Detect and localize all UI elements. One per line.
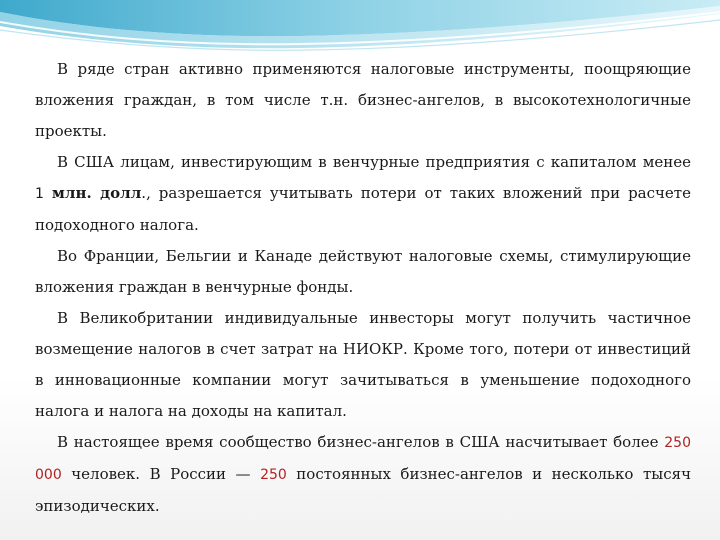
paragraph-4 bbox=[35, 303, 691, 427]
paragraph-3-text: Во Франции, Бельгии и Канаде действуют налоговые схемы, стимулирующие вложения граждан в венчурные фонды. bbox=[35, 247, 691, 296]
paragraph-5-number-russia: 250 bbox=[260, 467, 287, 483]
paragraph-1 bbox=[35, 54, 691, 147]
paragraph-3 bbox=[35, 241, 691, 303]
paragraph-5-number-usa: 250 000 bbox=[35, 435, 691, 483]
paragraph-2-text-a: В США лицам, инвестирующим в венчурные предприятия с капиталом менее bbox=[57, 153, 691, 171]
paragraph-2 bbox=[35, 147, 691, 241]
paragraph-1-text: В ряде стран активно применяются налоговые инструменты, поощряющие вложения граждан, в том числе т.н. бизнес-ангелов, в высокотехнологичные проекты. bbox=[35, 60, 691, 140]
paragraph-5-text-c: постоянных бизнес-ангелов и несколько тысяч эпизодических. bbox=[35, 465, 691, 515]
header-wave-decoration bbox=[0, 0, 720, 60]
paragraph-2-text-b: ., разрешается учитывать потери от таких вложений при расчете подоходного налога. bbox=[35, 184, 691, 234]
text-body bbox=[35, 54, 691, 522]
paragraph-5 bbox=[35, 427, 691, 522]
paragraph-5-text-a: В настоящее время сообщество бизнес-ангелов в США насчитывает более bbox=[57, 433, 665, 451]
paragraph-2-unit: млн. долл bbox=[51, 184, 142, 202]
paragraph-2-number: 1 bbox=[35, 186, 44, 202]
paragraph-5-text-b: человек. В России — bbox=[61, 465, 261, 483]
paragraph-4-text: В Великобритании индивидуальные инвесторы могут получить частичное возмещение налогов в счет затрат на НИОКР. Кроме того, потери от инвестиций в инновационные компании могут зачитываться в уменьшение подоходного налога и налога на доходы на капитал. bbox=[35, 309, 691, 420]
